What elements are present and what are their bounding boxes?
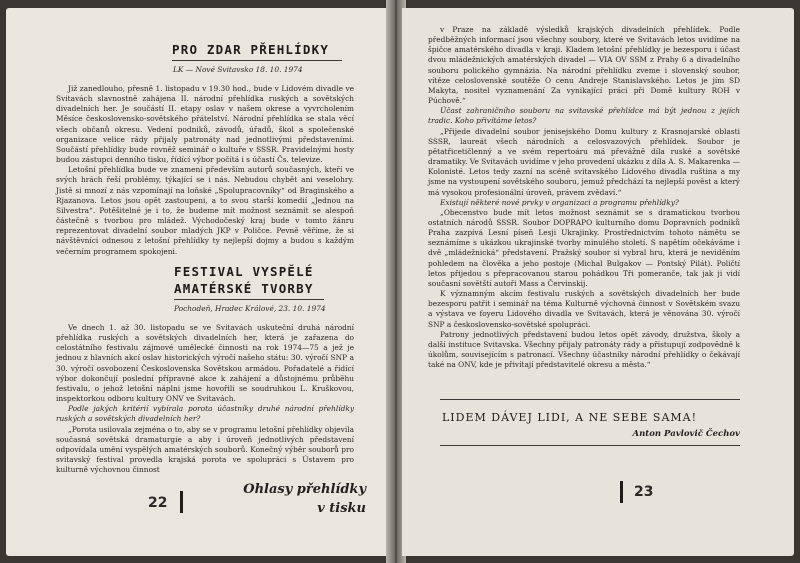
right-paragraph: K významným akcím festivalu ruských a sovětských divadelních her bude bezesporu patřit i seminář na téma Kulturně výchovná činnost v Sovětském svazu a výstava ve foyeru Lidového divadla ve Svitavách, která je věnována 30. výročí SNP a československo-sovětské spolupráci. bbox=[428, 289, 740, 329]
right-paragraph: „Obecenstvo bude mít letos možnost seznámit se s dramatickou tvorbou ostatních národů SSSR. Soubor DOPRAPO kulturního domu Dopravních podniků Praha zazpívá Lesní píseň Lesji Ukrajinky. Prostřednictvím tohoto námětu se seznámíme s ukázkou ukrajinské tvorby minulého století. S napětím očekáváme i dvě „mládežnická“ představení. Pražský soubor si vybral hru, která je neviděním pohledem na člověka a jeho postoje (Michal Bulgakov — Pontský Pilát). Poličtí letos přijedou s přepracovanou starou pohádkou Tři pomeranče, tak jak ji vidí současní sovětští autoři Mass a Červinskij. bbox=[428, 207, 740, 288]
page-number-left: 22 bbox=[148, 495, 168, 511]
article2-question: Podle jakých kritérií vybírala porota účastníky druhé národní přehlídky ruských a sovětských divadelních her? bbox=[56, 404, 354, 424]
article2-title-line2: AMATÉRSKÉ TVORBY bbox=[174, 281, 314, 296]
article1-source: LK — Nové Svitavsko 18. 10. 1974 bbox=[173, 65, 303, 74]
article2-body bbox=[56, 323, 354, 475]
article2-source: Pochodeň, Hradec Králové, 23. 10. 1974 bbox=[174, 304, 326, 313]
footer-title-line2: v tisku bbox=[317, 501, 366, 516]
right-question: Účast zahraničního souboru na svitavské přehlídce má být jednou z jejích tradic. Koho přivítáme letos? bbox=[428, 106, 740, 126]
right-page bbox=[402, 8, 794, 556]
page-number-bar-left bbox=[180, 491, 183, 513]
right-question: Existují některé nové prvky v organizaci a programu přehlídky? bbox=[440, 197, 679, 207]
article1-paragraph: Letošní přehlídka bude ve znamení především autorů současných, kteří ve svých hrách řeší problémy, týkající se i nás. Nebudou chybět ani veselohry. Jistě si mnozí z nás vzpomínají na loňské „Spolupracovníky“ od Braginského a Rjazanova. Letos jsou opět zastoupeni, a to svou starší komedií „Jednou na Silvestra“. Potěšitelné je i to, že budeme mít možnost seznámit se alespoň částečně s tvorbou pro mládež. Východočeský kraj bude v tomto žánru reprezentovat divadelní soubor mladých JKP v Poličce. Pevně věříme, že si návštěvníci odnesou z letošní přehlídky ty nejlepší dojmy a budou s každým večerním programem spokojeni. bbox=[56, 165, 354, 256]
page-number-right: 23 bbox=[634, 484, 654, 500]
article2-paragraph: „Porota usilovala zejména o to, aby se v programu letošní přehlídky objevila současná sovětská dramaturgie a aby i úroveň jednotlivých představení odpovídala umění vyspělých amatérských souborů. Konečný výběr souborů pro svitavský festival provedla krajská porota ve spolupráci s Ústavem pro kulturně výchovnou činnost bbox=[56, 424, 354, 475]
left-page bbox=[6, 8, 390, 556]
motto-author: Anton Pavlovič Čechov bbox=[632, 429, 740, 439]
article2-paragraph: Ve dnech 1. až 30. listopadu se ve Svitavách uskuteční druhá národní přehlídka ruských a sovětských divadelních her, která je zařazena do celostátního festivalu zájmové umělecké činnosti na rok 1974—75 a jež je jednou z hlavních akcí oslav historických výročí našeho státu: 30. výročí SNP a 30. výročí osvobození Československa Sovětskou armádou. Pořadatelé a řídící výbor dokončují poslední přípravné akce k zahájení a důstojnému průběhu festivalu, o jehož letošní náplni jsme hovořili se soudruhkou L. Kruškovou, inspektorkou odboru kultury ONV ve Svitavách. bbox=[56, 323, 354, 404]
footer-title-line1: Ohlasy přehlídky bbox=[243, 482, 366, 497]
motto: LIDEM DÁVEJ LIDI, A NE SEBE SAMA! bbox=[442, 411, 698, 424]
right-body bbox=[428, 25, 740, 370]
motto-rule-top bbox=[440, 399, 740, 400]
article1-body bbox=[56, 84, 354, 257]
right-paragraph: v Praze na základě výsledků krajských divadelních přehlídek. Podle předběžných informací jsou všechny soubory, které ve Svitavách letos uvidíme na špičce amatérského divadla v kraji. Kladem letošní přehlídky je bezesporu i účast dvou mládežnických amatérských divadel — VIA OV SSM z Prahy 6 a divadelního souboru polického gymnázia. Na národní přehlídku zveme i slovenský soubor, vítěze celoslovenské soutěže O cenu Andreje Stanislavského. Letos je jím SD Makyta, nositel vyznamenání Za vynikající práci při Domě kultury ROH v Púchově.“ bbox=[428, 25, 740, 106]
article2-title-line1: FESTIVAL VYSPĚLÉ bbox=[174, 264, 314, 279]
motto-rule-bottom bbox=[440, 445, 740, 446]
article2-title-rule bbox=[174, 299, 324, 300]
right-paragraph: „Přijede divadelní soubor jenisejského Domu kultury z Krasnojarské oblasti SSSR, laureát všech národních a celosvazových přehlídek. Soubor je pětatřicetičlenný a ve svém repertoáru má převážně díla ruské a sovětské dramatiky. Ve Svitavách uvidíme v jeho provedení ukázku z díla A. S. Makarenka — Kolonisté. Letos tedy zazní na scéně svitavského Lidového divadla ruština a my jsme na vystoupení sovětského souboru, jemuž předchází ta nejlepší pověst a který má vysokou profesionální úroveň, právem zvědaví.“ bbox=[428, 126, 740, 197]
article1-title: PRO ZDAR PŘEHLÍDKY bbox=[172, 42, 330, 57]
page-number-bar-right bbox=[620, 481, 623, 503]
right-paragraph: Patrony jednotlivých představení budou letos opět závody, družstva, školy a další instituce Svitavska. Všechny přijaly patronáty rády a přistupují zodpovědně k úkolům, souvisejícím s patronací. Všechny účastníky národní přehlídky o čekávají také na ONV, kde je přivítají představitelé okresu a města.“ bbox=[428, 329, 740, 370]
article1-title-rule bbox=[172, 60, 342, 61]
article1-paragraph: Již zanedlouho, přesně 1. listopadu v 19.30 hod., bude v Lidovém divadle ve Svitavách slavnostně zahájena II. národní přehlídka ruských a sovětských divadelních her. Je součástí II. etapy oslav v našem okrese a vyvrcholením Měsíce československo-sovětského přátelství. Národní přehlídka se stala věcí všech občanů okresu. Vedení podniků, závodů, úřadů, škol a společenské organizace velice rády přijaly patronáty nad jednotlivými představeními. Součástí přehlídky bude rovněž seminář o kultuře v SSSR. Pravidelnými hosty budou zástupci denního tisku, řídící výbor počítá i s účastí Čs. televize. bbox=[56, 84, 354, 165]
